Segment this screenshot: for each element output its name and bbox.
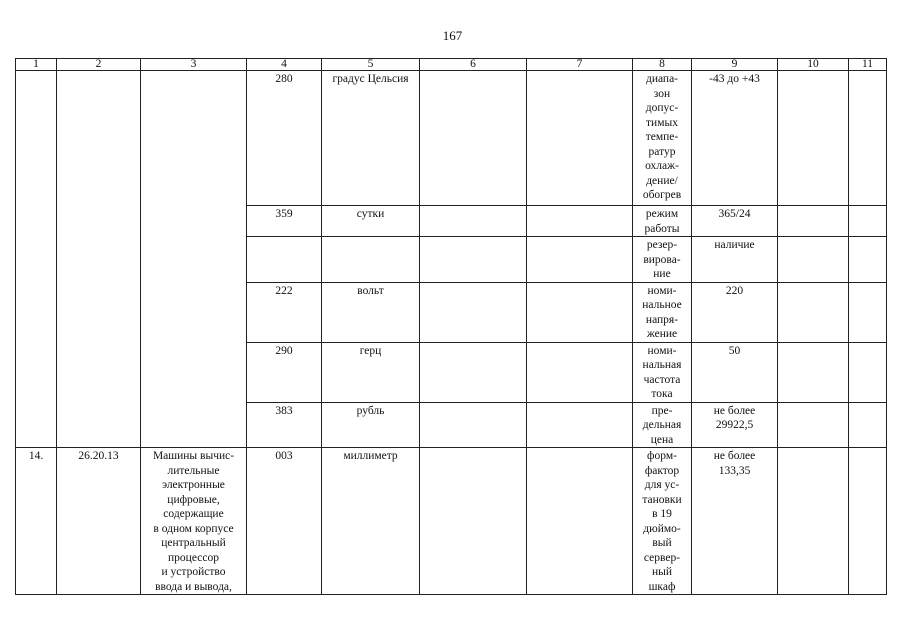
column-number-row	[16, 59, 887, 71]
column-header: 9	[692, 59, 778, 71]
column-header: 10	[778, 59, 849, 71]
unit-name: герц	[359, 344, 382, 357]
unit-code: 383	[275, 404, 293, 417]
empty-cell	[420, 448, 527, 595]
empty-cell	[849, 282, 887, 342]
empty-cell	[527, 448, 633, 595]
item-number: 14.	[28, 450, 44, 462]
column-header: 4	[247, 59, 322, 71]
unit-name: вольт	[357, 284, 384, 297]
empty-cell	[527, 71, 633, 206]
okpd-code: 26.20.13	[78, 450, 119, 462]
unit-name: сутки	[356, 208, 385, 220]
characteristic-value: -43 до +43	[709, 73, 760, 85]
characteristic-value: не более 29922,5	[713, 404, 756, 431]
empty-cell	[527, 342, 633, 402]
column-header: 5	[322, 59, 420, 71]
characteristic-value: наличие	[714, 239, 755, 251]
characteristic-value: 50	[728, 344, 741, 357]
empty-cell	[778, 448, 849, 595]
column-header: 11	[849, 59, 887, 71]
column-header: 2	[57, 59, 141, 71]
empty-cell	[778, 237, 849, 283]
characteristic-name: форм- фактор для ус- тановки в 19 дюймо- вый сервер- ный шкаф	[642, 450, 682, 593]
table-row	[16, 448, 887, 595]
column-header: 7	[527, 59, 633, 71]
characteristic-name: пре- дельная цена	[642, 404, 682, 446]
empty-cell	[778, 206, 849, 237]
empty-cell	[778, 342, 849, 402]
unit-name: миллиметр	[343, 450, 398, 462]
empty-cell	[849, 402, 887, 448]
empty-cell	[420, 342, 527, 402]
empty-cell	[849, 206, 887, 237]
characteristic-value: не более 133,35	[713, 450, 756, 477]
item-name-cell	[141, 71, 247, 448]
unit-code: 359	[275, 208, 293, 220]
unit-code: 290	[275, 344, 293, 357]
characteristic-name: номи- нальное напря- жение	[642, 284, 682, 340]
empty-cell	[849, 448, 887, 595]
empty-cell	[420, 402, 527, 448]
unit-name: градус Цельсия	[332, 73, 409, 85]
item-name: Машины вычис- лительные электронные цифровые, содержащие в одном корпусе центральный процессор и устройство ввода и вывода,	[152, 450, 235, 593]
empty-cell	[420, 282, 527, 342]
characteristic-name: диапа- зон допус- тимых темпе- ратур охлаж- дение/ обогрев	[642, 73, 682, 201]
characteristic-value: 365/24	[718, 208, 751, 220]
characteristic-name: номи- нальная частота тока	[642, 344, 682, 400]
empty-cell	[420, 206, 527, 237]
characteristic-value: 220	[725, 284, 744, 297]
characteristic-name: режим работы	[644, 208, 680, 235]
column-header: 8	[633, 59, 692, 71]
characteristic-name: резер- вирова- ние	[643, 239, 681, 280]
empty-cell	[527, 402, 633, 448]
column-header: 3	[141, 59, 247, 71]
empty-cell	[778, 282, 849, 342]
unit-name: рубль	[356, 404, 385, 417]
empty-cell	[849, 237, 887, 283]
empty-cell	[527, 206, 633, 237]
empty-cell	[778, 71, 849, 206]
unit-code: 280	[275, 73, 293, 85]
empty-cell	[420, 71, 527, 206]
empty-cell	[527, 237, 633, 283]
empty-cell	[420, 237, 527, 283]
empty-cell	[849, 342, 887, 402]
empty-cell	[527, 282, 633, 342]
unit-code: 003	[275, 450, 293, 462]
column-header: 1	[16, 59, 57, 71]
okpd-cell	[57, 71, 141, 448]
column-header: 6	[420, 59, 527, 71]
unit-code: 222	[275, 284, 293, 297]
empty-cell	[849, 71, 887, 206]
empty-cell	[778, 402, 849, 448]
item-number-cell	[16, 71, 57, 448]
specification-table	[15, 58, 887, 595]
table-row	[16, 71, 887, 206]
page-number: 167	[442, 28, 463, 43]
